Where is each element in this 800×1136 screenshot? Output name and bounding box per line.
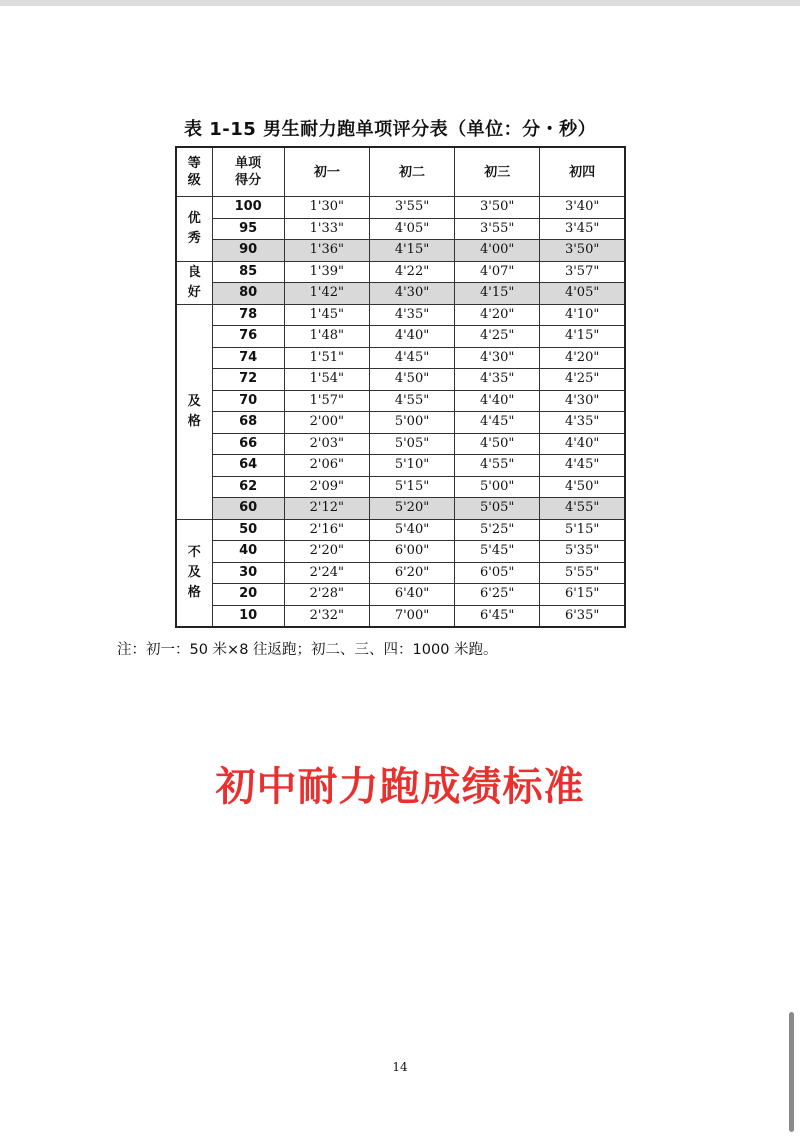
score-cell: 66 [212,433,284,455]
header-score: 单项得分 [212,147,284,197]
value-cell: 3'55" [369,197,454,219]
value-cell: 1'57" [284,390,369,412]
value-cell: 2'03" [284,433,369,455]
header-grade-4: 初四 [540,147,625,197]
table-row [176,433,625,455]
score-cell: 85 [212,261,284,283]
table-row [176,304,625,326]
value-cell: 1'45" [284,304,369,326]
score-cell: 76 [212,326,284,348]
table-row [176,541,625,563]
table-row [176,498,625,520]
scrollbar-thumb[interactable] [789,1012,794,1132]
value-cell: 4'10" [540,304,625,326]
value-cell: 6'00" [369,541,454,563]
value-cell: 4'45" [455,412,540,434]
score-cell: 70 [212,390,284,412]
value-cell: 1'51" [284,347,369,369]
value-cell: 4'40" [540,433,625,455]
value-cell: 4'30" [369,283,454,305]
value-cell: 4'15" [540,326,625,348]
score-cell: 64 [212,455,284,477]
top-strip [0,0,800,6]
value-cell: 4'25" [540,369,625,391]
value-cell: 1'33" [284,218,369,240]
value-cell: 4'55" [540,498,625,520]
value-cell: 4'55" [369,390,454,412]
value-cell: 4'40" [455,390,540,412]
table-row [176,283,625,305]
score-cell: 10 [212,605,284,627]
value-cell: 3'50" [455,197,540,219]
score-cell: 95 [212,218,284,240]
page-number: 14 [392,1060,408,1074]
value-cell: 4'45" [540,455,625,477]
value-cell: 4'20" [455,304,540,326]
table-header-row [176,147,625,197]
value-cell: 5'05" [455,498,540,520]
value-cell: 5'15" [369,476,454,498]
value-cell: 4'55" [455,455,540,477]
value-cell: 2'12" [284,498,369,520]
value-cell: 2'28" [284,584,369,606]
value-cell: 4'05" [369,218,454,240]
score-cell: 30 [212,562,284,584]
value-cell: 4'05" [540,283,625,305]
header-grade: 等级 [176,147,212,197]
score-cell: 68 [212,412,284,434]
value-cell: 5'55" [540,562,625,584]
value-cell: 6'25" [455,584,540,606]
value-cell: 3'40" [540,197,625,219]
header-grade-3: 初三 [455,147,540,197]
value-cell: 3'57" [540,261,625,283]
value-cell: 4'45" [369,347,454,369]
value-cell: 5'15" [540,519,625,541]
value-cell: 4'25" [455,326,540,348]
value-cell: 4'22" [369,261,454,283]
value-cell: 1'54" [284,369,369,391]
value-cell: 4'30" [540,390,625,412]
value-cell: 3'50" [540,240,625,262]
value-cell: 3'45" [540,218,625,240]
table-row [176,455,625,477]
score-cell: 78 [212,304,284,326]
value-cell: 2'00" [284,412,369,434]
table-row [176,584,625,606]
value-cell: 2'06" [284,455,369,477]
value-cell: 6'20" [369,562,454,584]
table-row [176,326,625,348]
score-cell: 40 [212,541,284,563]
value-cell: 2'09" [284,476,369,498]
table-row [176,476,625,498]
table-row [176,240,625,262]
table-row [176,519,625,541]
table-row [176,390,625,412]
value-cell: 4'30" [455,347,540,369]
table-row [176,562,625,584]
value-cell: 4'15" [455,283,540,305]
header-grade-2: 初二 [369,147,454,197]
grade-excellent: 优秀 [176,197,212,262]
value-cell: 6'45" [455,605,540,627]
table-row [176,412,625,434]
value-cell: 4'15" [369,240,454,262]
value-cell: 4'50" [369,369,454,391]
value-cell: 4'07" [455,261,540,283]
grade-fail: 不及格 [176,519,212,627]
score-cell: 80 [212,283,284,305]
score-cell: 90 [212,240,284,262]
value-cell: 5'35" [540,541,625,563]
value-cell: 2'16" [284,519,369,541]
value-cell: 1'36" [284,240,369,262]
headline: 初中耐力跑成绩标准 [215,764,585,810]
value-cell: 5'40" [369,519,454,541]
table-row [176,261,625,283]
value-cell: 5'45" [455,541,540,563]
value-cell: 2'24" [284,562,369,584]
table-note: 注：初一：50 米×8 往返跑；初二、三、四：1000 米跑。 [117,642,498,658]
table-row [176,197,625,219]
value-cell: 7'00" [369,605,454,627]
value-cell: 2'20" [284,541,369,563]
value-cell: 4'50" [455,433,540,455]
value-cell: 6'35" [540,605,625,627]
score-cell: 72 [212,369,284,391]
table-title: 表 1-15 男生耐力跑单项评分表（单位：分・秒） [184,119,597,140]
value-cell: 4'00" [455,240,540,262]
value-cell: 6'05" [455,562,540,584]
table-row [176,605,625,627]
value-cell: 4'40" [369,326,454,348]
value-cell: 2'32" [284,605,369,627]
value-cell: 5'00" [455,476,540,498]
value-cell: 5'10" [369,455,454,477]
table-row [176,218,625,240]
score-cell: 74 [212,347,284,369]
value-cell: 4'35" [455,369,540,391]
value-cell: 4'50" [540,476,625,498]
value-cell: 1'30" [284,197,369,219]
table-row [176,347,625,369]
value-cell: 1'39" [284,261,369,283]
score-cell: 20 [212,584,284,606]
value-cell: 4'35" [540,412,625,434]
value-cell: 5'05" [369,433,454,455]
value-cell: 1'48" [284,326,369,348]
value-cell: 4'35" [369,304,454,326]
value-cell: 3'55" [455,218,540,240]
score-cell: 60 [212,498,284,520]
value-cell: 1'42" [284,283,369,305]
value-cell: 5'25" [455,519,540,541]
endurance-score-table [175,146,626,628]
score-cell: 100 [212,197,284,219]
grade-pass: 及格 [176,304,212,519]
score-cell: 62 [212,476,284,498]
grade-good: 良好 [176,261,212,304]
value-cell: 6'15" [540,584,625,606]
score-cell: 50 [212,519,284,541]
table-row [176,369,625,391]
value-cell: 5'20" [369,498,454,520]
value-cell: 6'40" [369,584,454,606]
value-cell: 4'20" [540,347,625,369]
value-cell: 5'00" [369,412,454,434]
header-grade-1: 初一 [284,147,369,197]
